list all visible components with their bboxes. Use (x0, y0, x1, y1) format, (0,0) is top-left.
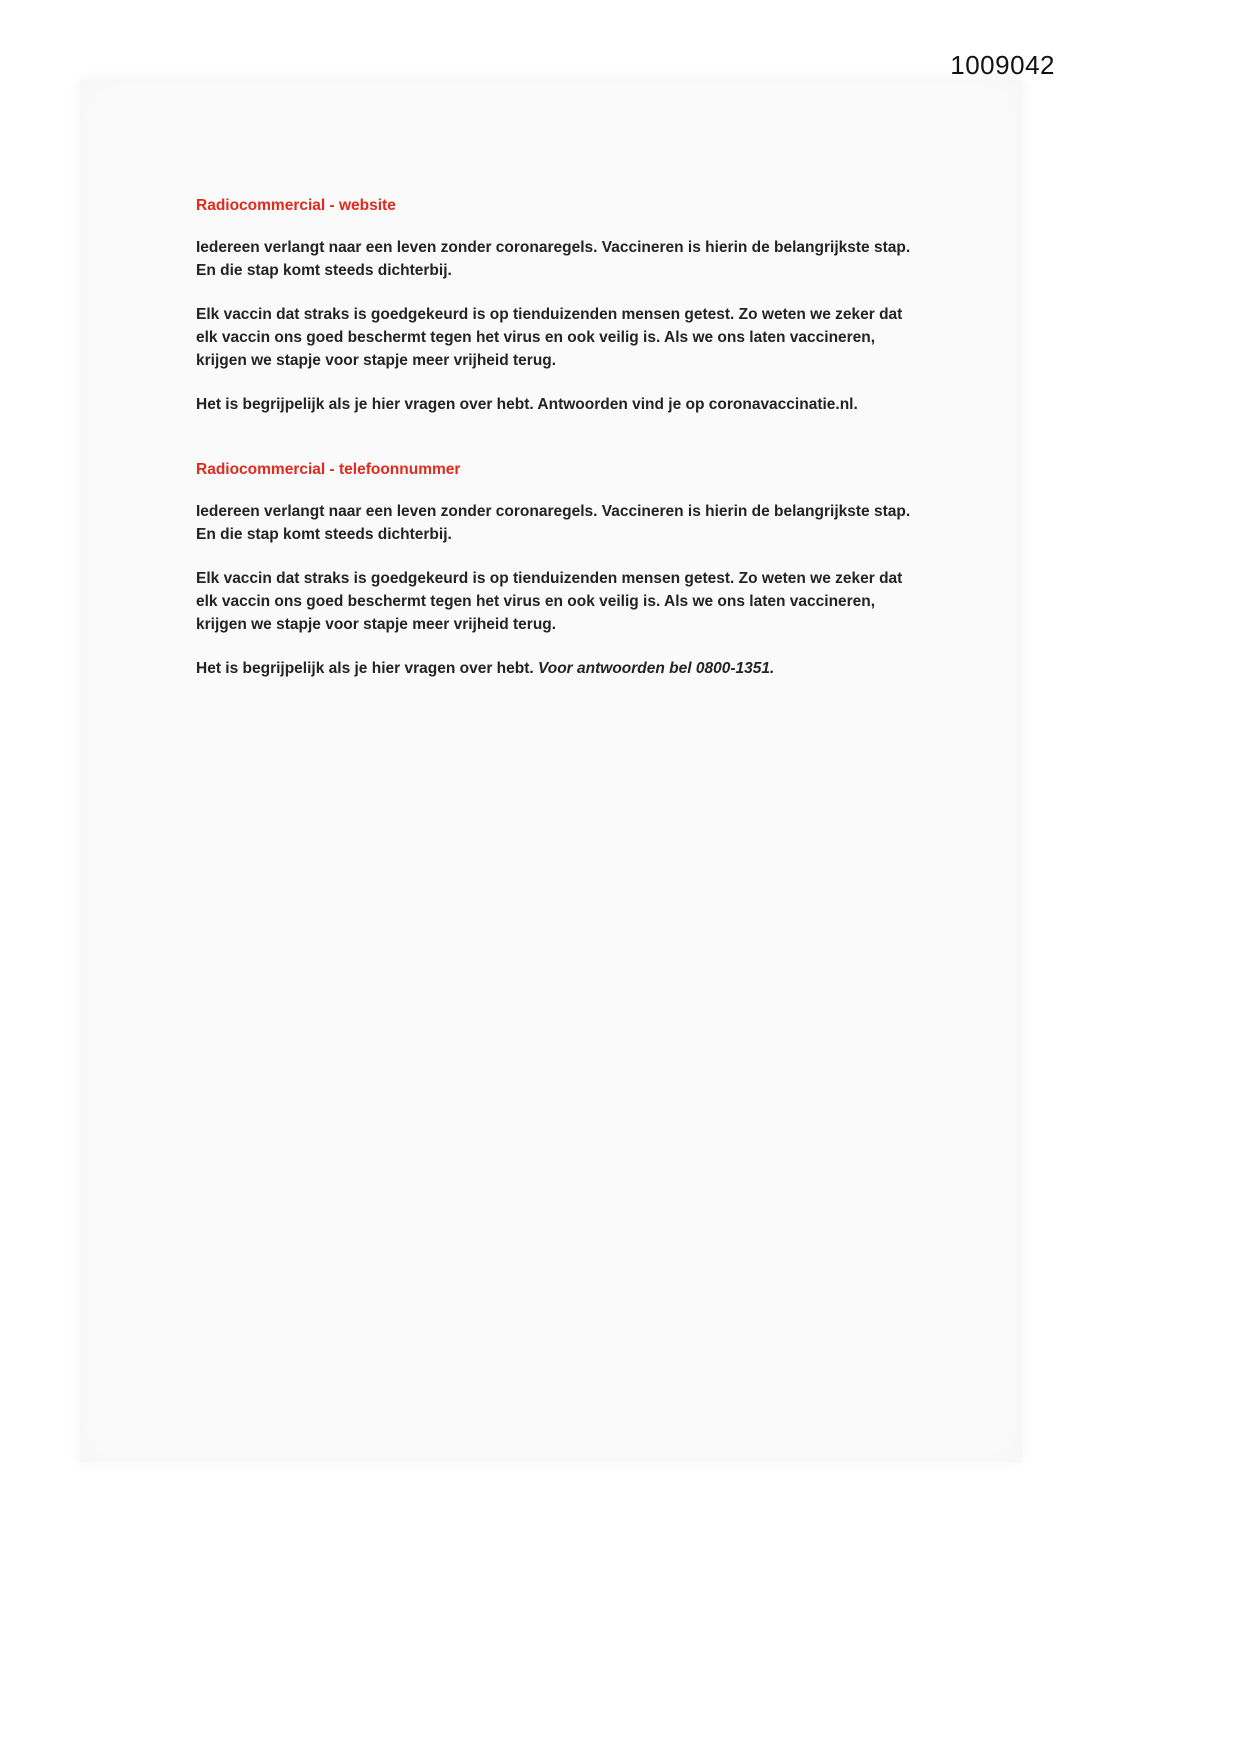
paragraph-answers-phone (196, 657, 918, 680)
paragraph-intro: Iedereen verlangt naar een leven zonder coronaregels. Vaccineren is hierin de belangrijkste stap. En die stap komt steeds dichterbij. (196, 503, 911, 543)
section-heading-telefoonnummer: Radiocommercial - telefoonnummer (196, 461, 461, 478)
paragraph-answers-website: Het is begrijpelijk als je hier vragen over hebt. Antwoorden vind je op coronavaccinatie.nl. (196, 396, 858, 413)
paragraph-answers-phone-normal: Het is begrijpelijk als je hier vragen over hebt. (196, 660, 538, 677)
document-content (196, 196, 918, 701)
document-page (80, 80, 1022, 1462)
paragraph-answers-phone-italic: Voor antwoorden bel 0800-1351. (537, 660, 775, 677)
paragraph-vaccine-safety: Elk vaccin dat straks is goedgekeurd is op tienduizenden mensen getest. Zo weten we zeker dat elk vaccin ons goed beschermt tegen het virus en ook veilig is. Als we ons laten vaccineren, krijgen we stapje voor stapje meer vrijheid terug. (196, 570, 903, 633)
paragraph-vaccine-safety: Elk vaccin dat straks is goedgekeurd is op tienduizenden mensen getest. Zo weten we zeker dat elk vaccin ons goed beschermt tegen het virus en ook veilig is. Als we ons laten vaccineren, krijgen we stapje voor stapje meer vrijheid terug. (196, 306, 903, 369)
section-telefoonnummer (196, 460, 918, 680)
section-website (196, 196, 918, 416)
paragraph-intro: Iedereen verlangt naar een leven zonder coronaregels. Vaccineren is hierin de belangrijkste stap. En die stap komt steeds dichterbij. (196, 239, 911, 279)
document-number: 1009042 (950, 50, 1055, 80)
section-heading-website: Radiocommercial - website (196, 197, 396, 214)
